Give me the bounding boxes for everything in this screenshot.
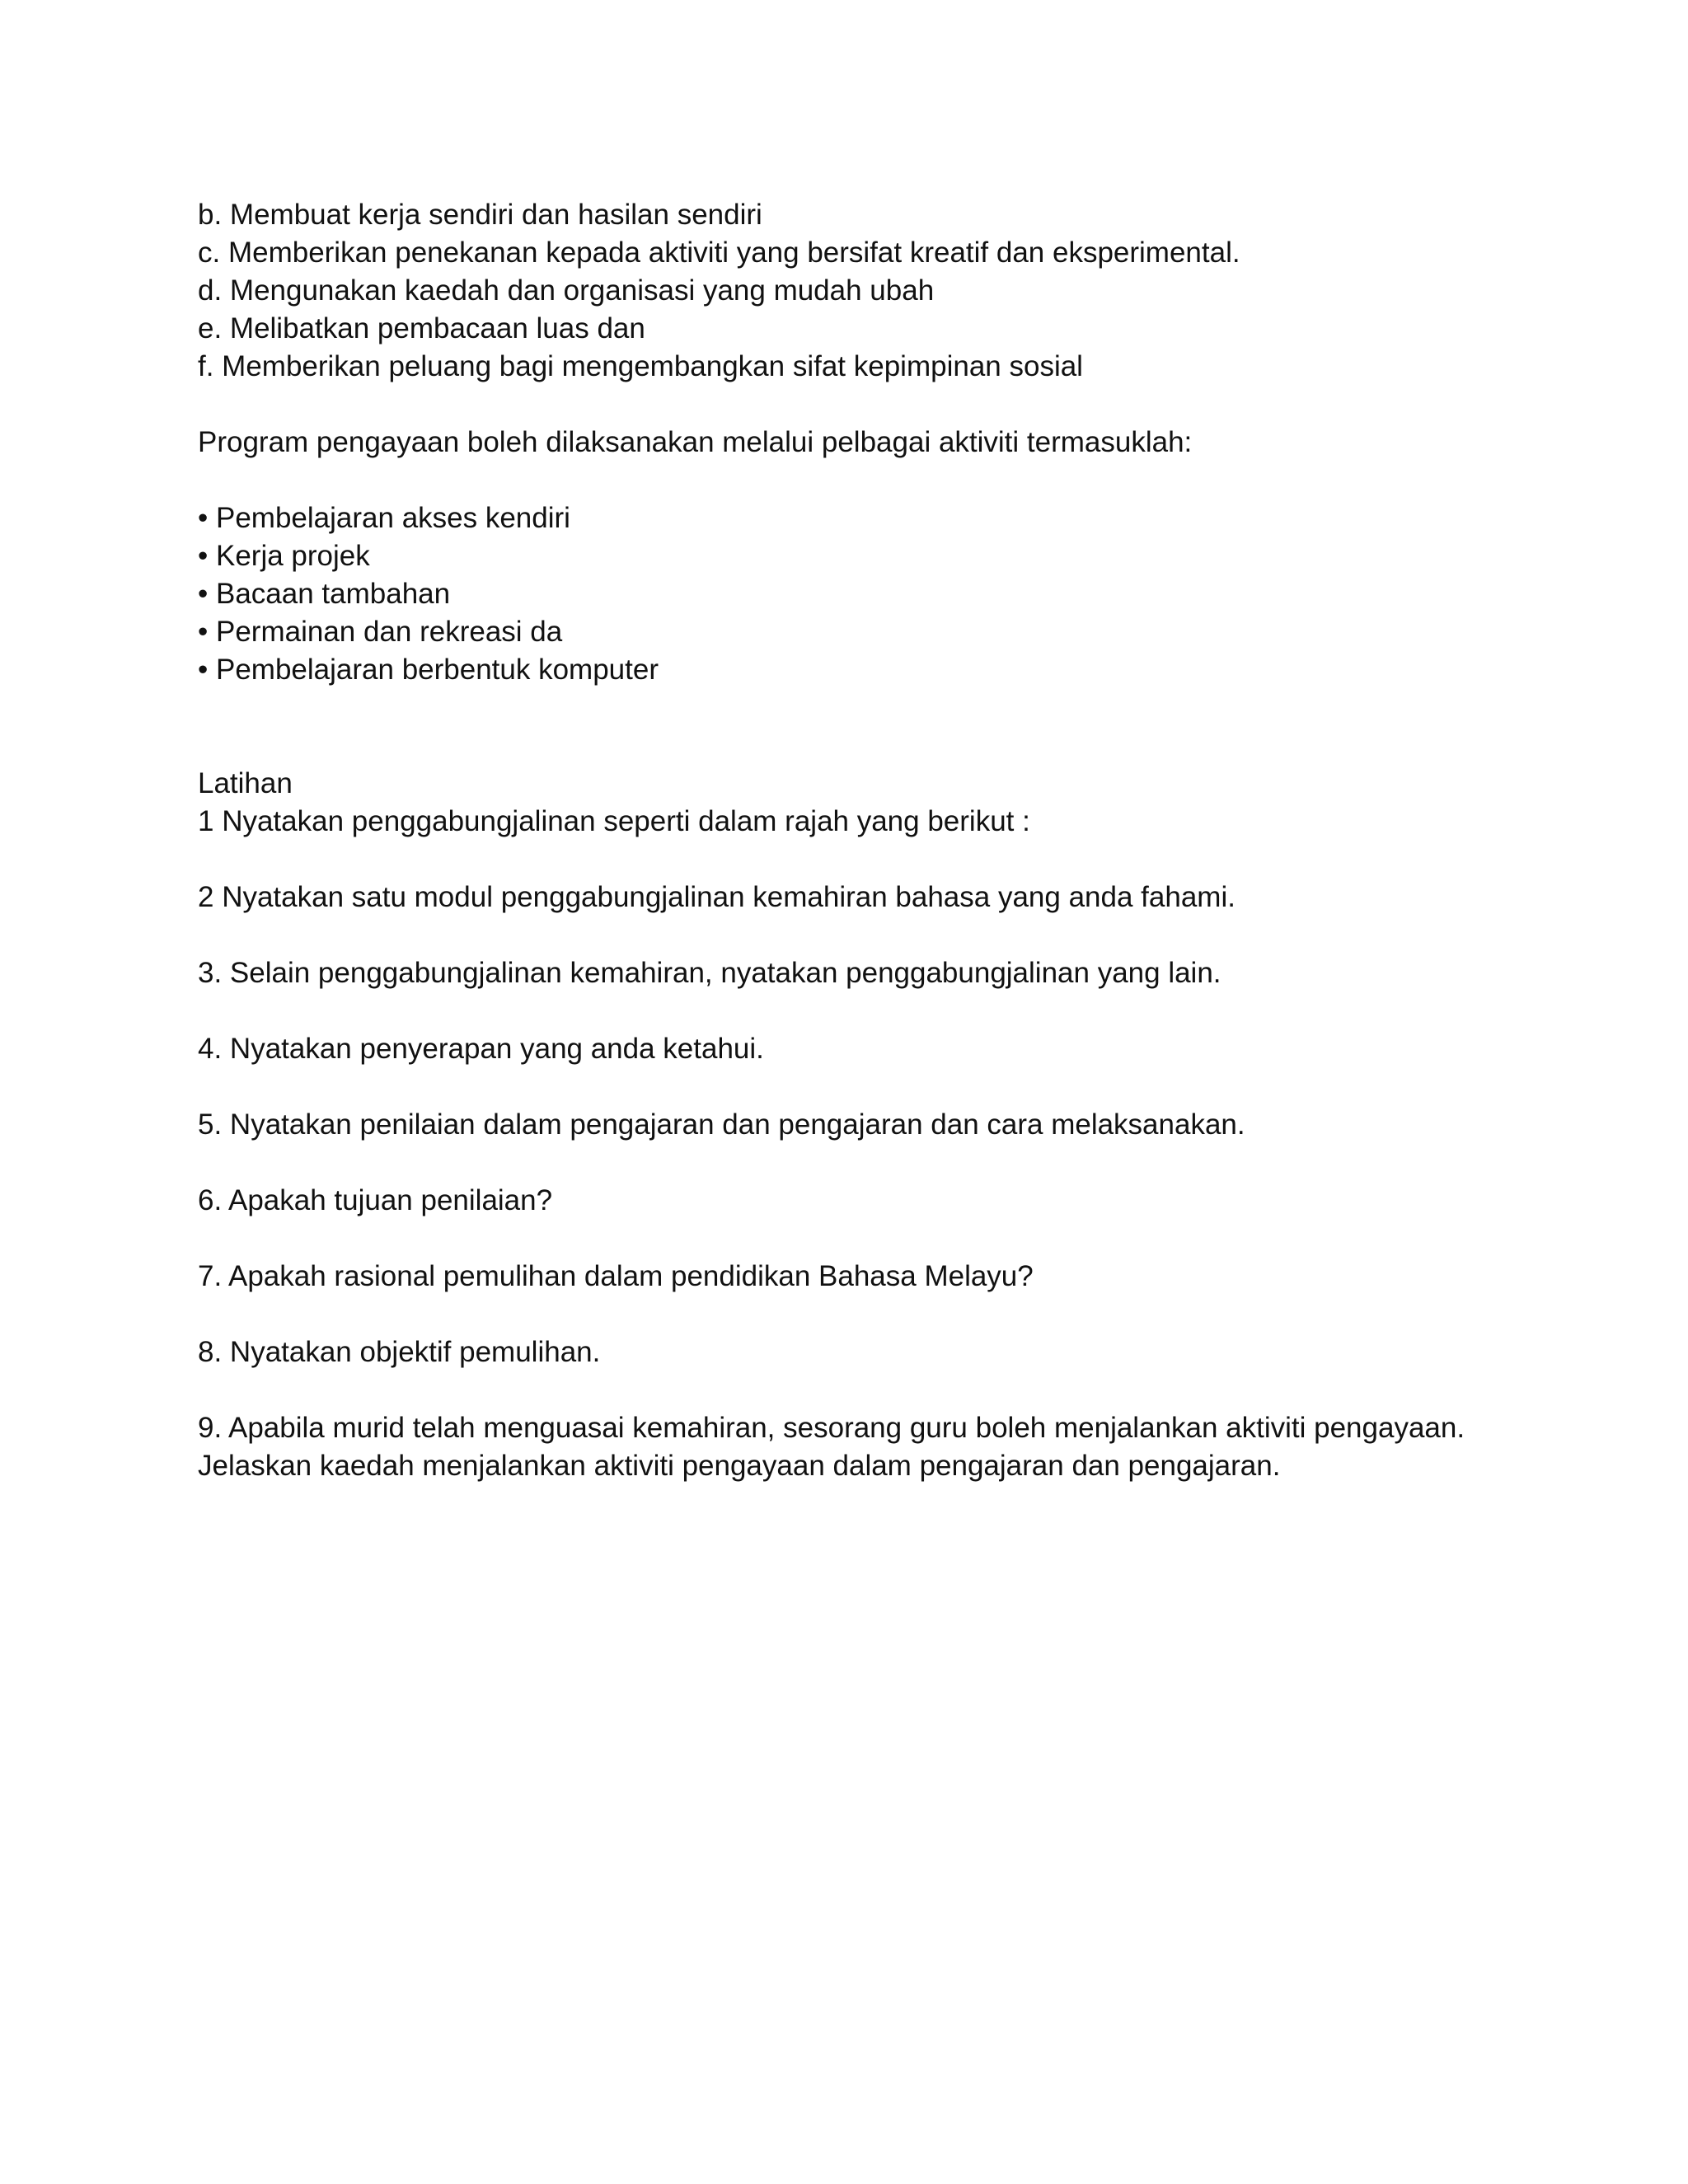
- question-item-9: [198, 1409, 1517, 1485]
- question-item: 3. Selain penggabungjalinan kemahiran, nyatakan penggabungjalinan yang lain.: [198, 957, 1221, 989]
- spacer: [198, 386, 1517, 424]
- bullet-text: Pembelajaran berbentuk komputer: [216, 654, 659, 686]
- question-9-line-2: Jelaskan kaedah menjalankan aktiviti pengayaan dalam pengajaran dan pengajaran.: [198, 1450, 1281, 1482]
- bullet-text: Permainan dan rekreasi da: [216, 616, 563, 648]
- list-item: c. Memberikan penekanan kepada aktiviti yang bersifat kreatif dan eksperimental.: [198, 237, 1240, 269]
- bullet-icon: •: [198, 616, 209, 648]
- list-item: e. Melibatkan pembacaan luas dan: [198, 312, 645, 344]
- question-9-line-1: 9. Apabila murid telah menguasai kemahiran, sesorang guru boleh menjalankan aktiviti pengayaan.: [198, 1412, 1465, 1444]
- program-intro-paragraph: Program pengayaan boleh dilaksanakan melalui pelbagai aktiviti termasuklah:: [198, 426, 1193, 458]
- bullet-item: [198, 499, 1517, 537]
- spacer: [198, 462, 1517, 499]
- bullet-text: Kerja projek: [216, 540, 370, 572]
- spacer: [198, 1220, 1517, 1258]
- bullet-icon: •: [198, 654, 209, 686]
- exercise-heading: Latihan: [198, 767, 293, 799]
- question-item: 2 Nyatakan satu modul penggabungjalinan kemahiran bahasa yang anda fahami.: [198, 881, 1236, 913]
- bullet-item: [198, 575, 1517, 613]
- bullet-item: [198, 651, 1517, 689]
- spacer: [198, 992, 1517, 1030]
- bullet-icon: •: [198, 578, 209, 610]
- spacer: [198, 689, 1517, 765]
- question-item: 1 Nyatakan penggabungjalinan seperti dalam rajah yang berikut :: [198, 805, 1030, 837]
- bullet-text: Pembelajaran akses kendiri: [216, 502, 570, 534]
- objectives-list: [198, 196, 1517, 386]
- spacer: [198, 1371, 1517, 1409]
- bullet-item: [198, 537, 1517, 575]
- bullet-icon: •: [198, 540, 209, 572]
- list-item: f. Memberikan peluang bagi mengembangkan sifat kepimpinan sosial: [198, 350, 1083, 382]
- bullet-icon: •: [198, 502, 209, 534]
- spacer: [198, 916, 1517, 954]
- question-item: 7. Apakah rasional pemulihan dalam pendidikan Bahasa Melayu?: [198, 1260, 1034, 1292]
- spacer: [198, 1068, 1517, 1106]
- spacer: [198, 841, 1517, 879]
- question-item: 5. Nyatakan penilaian dalam pengajaran dan pengajaran dan cara melaksanakan.: [198, 1108, 1245, 1141]
- question-item: 4. Nyatakan penyerapan yang anda ketahui.: [198, 1033, 764, 1065]
- spacer: [198, 1144, 1517, 1182]
- question-item: 8. Nyatakan objektif pemulihan.: [198, 1336, 601, 1368]
- spacer: [198, 1296, 1517, 1333]
- list-item: d. Mengunakan kaedah dan organisasi yang mudah ubah: [198, 274, 935, 307]
- question-item: 6. Apakah tujuan penilaian?: [198, 1184, 553, 1216]
- bullet-text: Bacaan tambahan: [216, 578, 451, 610]
- activities-bullet-list: [198, 499, 1517, 689]
- bullet-item: [198, 613, 1517, 651]
- exercise-questions: [198, 803, 1517, 1485]
- list-item: b. Membuat kerja sendiri dan hasilan sendiri: [198, 199, 762, 231]
- document-body: [198, 196, 1517, 1485]
